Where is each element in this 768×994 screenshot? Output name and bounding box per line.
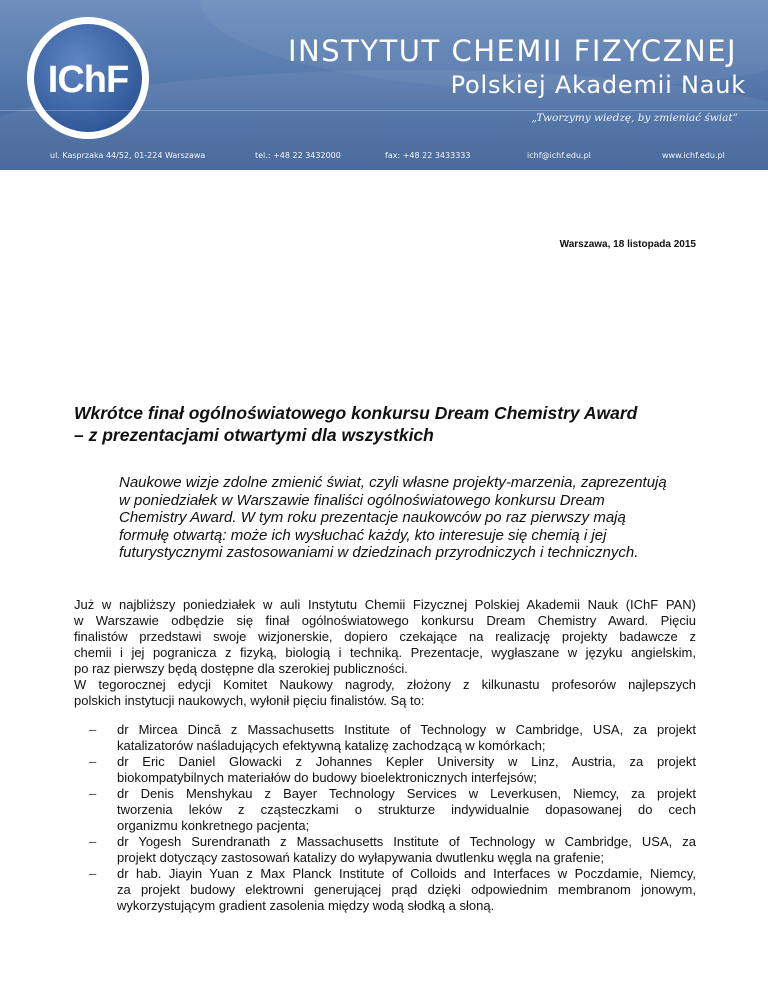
lead-line: Naukowe wizje zdolne zmienić świat, czyli własne projekty-marzenia, zaprezentują bbox=[119, 474, 667, 491]
banner-divider bbox=[0, 110, 768, 111]
list-item-line: organizmu konkretnego pacjenta; bbox=[117, 818, 310, 833]
list-item-line: dr Mircea Dincă z Massachusetts Institute of Technology w Cambridge, USA, za projekt bbox=[117, 722, 696, 737]
paragraph-line: polskich instytucji naukowych, wyłonił pięciu finalistów. Są to: bbox=[74, 693, 425, 708]
list-item-line: za projekt budowy elektrowni generującej prąd dzięki odpowiednim membranom jonowym, bbox=[117, 882, 696, 897]
contact-tel: tel.: +48 22 3432000 bbox=[255, 151, 341, 160]
document-date: Warszawa, 18 listopada 2015 bbox=[559, 239, 696, 250]
list-item bbox=[89, 866, 696, 914]
institute-subtitle: Polskiej Akademii Nauk bbox=[450, 71, 746, 99]
list-item-line: projekt dotyczący zastosowań katalizy do wyłapywania dwutlenku węgla na grafenie; bbox=[117, 850, 605, 865]
contact-bar bbox=[0, 148, 768, 164]
lead-line: formułę otwartą: może ich wysłuchać każdy, kto interesuje się chemią i jej bbox=[119, 526, 607, 544]
list-item-line: katalizatorów naśladujących efektywną katalizę zachodzącą w komórkach; bbox=[117, 738, 546, 753]
list-item-line: biokompatybilnych materiałów do budowy bioelektronicznych interfejsów; bbox=[117, 770, 537, 785]
list-bullet: – bbox=[89, 866, 97, 881]
press-release-headline bbox=[74, 402, 714, 446]
list-item bbox=[89, 834, 696, 866]
lead-paragraph bbox=[119, 474, 719, 562]
letterhead-banner bbox=[0, 0, 768, 170]
lead-line: futurystycznymi zastosowaniami w dziedzinach przyrodniczych i technicznych. bbox=[119, 544, 639, 561]
lead-line: w poniedziałek w Warszawie finaliści ogólnoświatowego konkursu Dream bbox=[119, 491, 605, 509]
paragraph-line: chemii i jej pogranicza z fizyką, biologią i techniką. Prezentacje, wygłaszane w języku angielskim, bbox=[74, 645, 696, 660]
headline-line: Wkrótce finał ogólnoświatowego konkursu Dream Chemistry Award bbox=[74, 403, 638, 423]
list-item bbox=[89, 722, 696, 754]
contact-website[interactable]: www.ichf.edu.pl bbox=[662, 151, 725, 160]
headline-line: – z prezentacjami otwartymi dla wszystkich bbox=[74, 425, 434, 445]
paragraph-line: finalistów przedstawi swoje wizjonerskie, dopiero czekające na realizację projekty badawcze z bbox=[74, 629, 696, 644]
list-bullet: – bbox=[89, 834, 97, 849]
body-paragraph-2 bbox=[74, 677, 696, 709]
contact-fax: fax: +48 22 3433333 bbox=[385, 151, 471, 160]
institute-title: INSTYTUT CHEMII FIZYCZNEJ bbox=[288, 34, 738, 68]
list-item bbox=[89, 786, 696, 834]
paragraph-line: w Warszawie odbędzie się finał ogólnoświatowego konkursu Dream Chemistry Award. Pięciu bbox=[74, 613, 696, 628]
ichf-logo bbox=[24, 14, 152, 142]
list-item-line: wykorzystującym gradient zasolenia między wodą słodką a słoną. bbox=[117, 898, 495, 913]
list-bullet: – bbox=[89, 786, 97, 801]
body-paragraph-1 bbox=[74, 597, 696, 677]
list-bullet: – bbox=[89, 722, 97, 737]
paragraph-line: Już w najbliższy poniedziałek w auli Instytutu Chemii Fizycznej Polskiej Akademii Nauk (IChF PAN) bbox=[74, 597, 696, 612]
paragraph-line: W tegorocznej edycji Komitet Naukowy nagrody, złożony z kilkunastu profesorów najlepszych bbox=[74, 677, 696, 692]
paragraph-line: po raz pierwszy będą dostępne dla szerokiej publiczności. bbox=[74, 661, 408, 676]
list-item-line: dr Eric Daniel Glowacki z Johannes Kepler University w Linz, Austria, za projekt bbox=[117, 754, 696, 769]
list-item-line: tworzenia leków z cząsteczkami o strukturze indywidualnie dopasowanej do cech bbox=[117, 802, 696, 817]
list-item bbox=[89, 754, 696, 786]
list-item-line: dr hab. Jiayin Yuan z Max Planck Institute of Colloids and Interfaces w Poczdamie, Niemcy, bbox=[117, 866, 696, 881]
list-item-line: dr Denis Menshykau z Bayer Technology Services w Leverkusen, Niemcy, za projekt bbox=[117, 786, 696, 801]
list-bullet: – bbox=[89, 754, 97, 769]
logo-text: IChF bbox=[47, 59, 129, 101]
institute-motto: „Tworzymy wiedzę, by zmieniać świat” bbox=[531, 112, 738, 124]
list-item-line: dr Yogesh Surendranath z Massachusetts Institute of Technology w Cambridge, USA, za bbox=[117, 834, 696, 849]
contact-address: ul. Kasprzaka 44/52, 01-224 Warszawa bbox=[50, 151, 206, 160]
lead-line: Chemistry Award. W tym roku prezentacje naukowców po raz pierwszy mają bbox=[119, 509, 626, 526]
contact-email[interactable]: ichf@ichf.edu.pl bbox=[527, 151, 591, 160]
